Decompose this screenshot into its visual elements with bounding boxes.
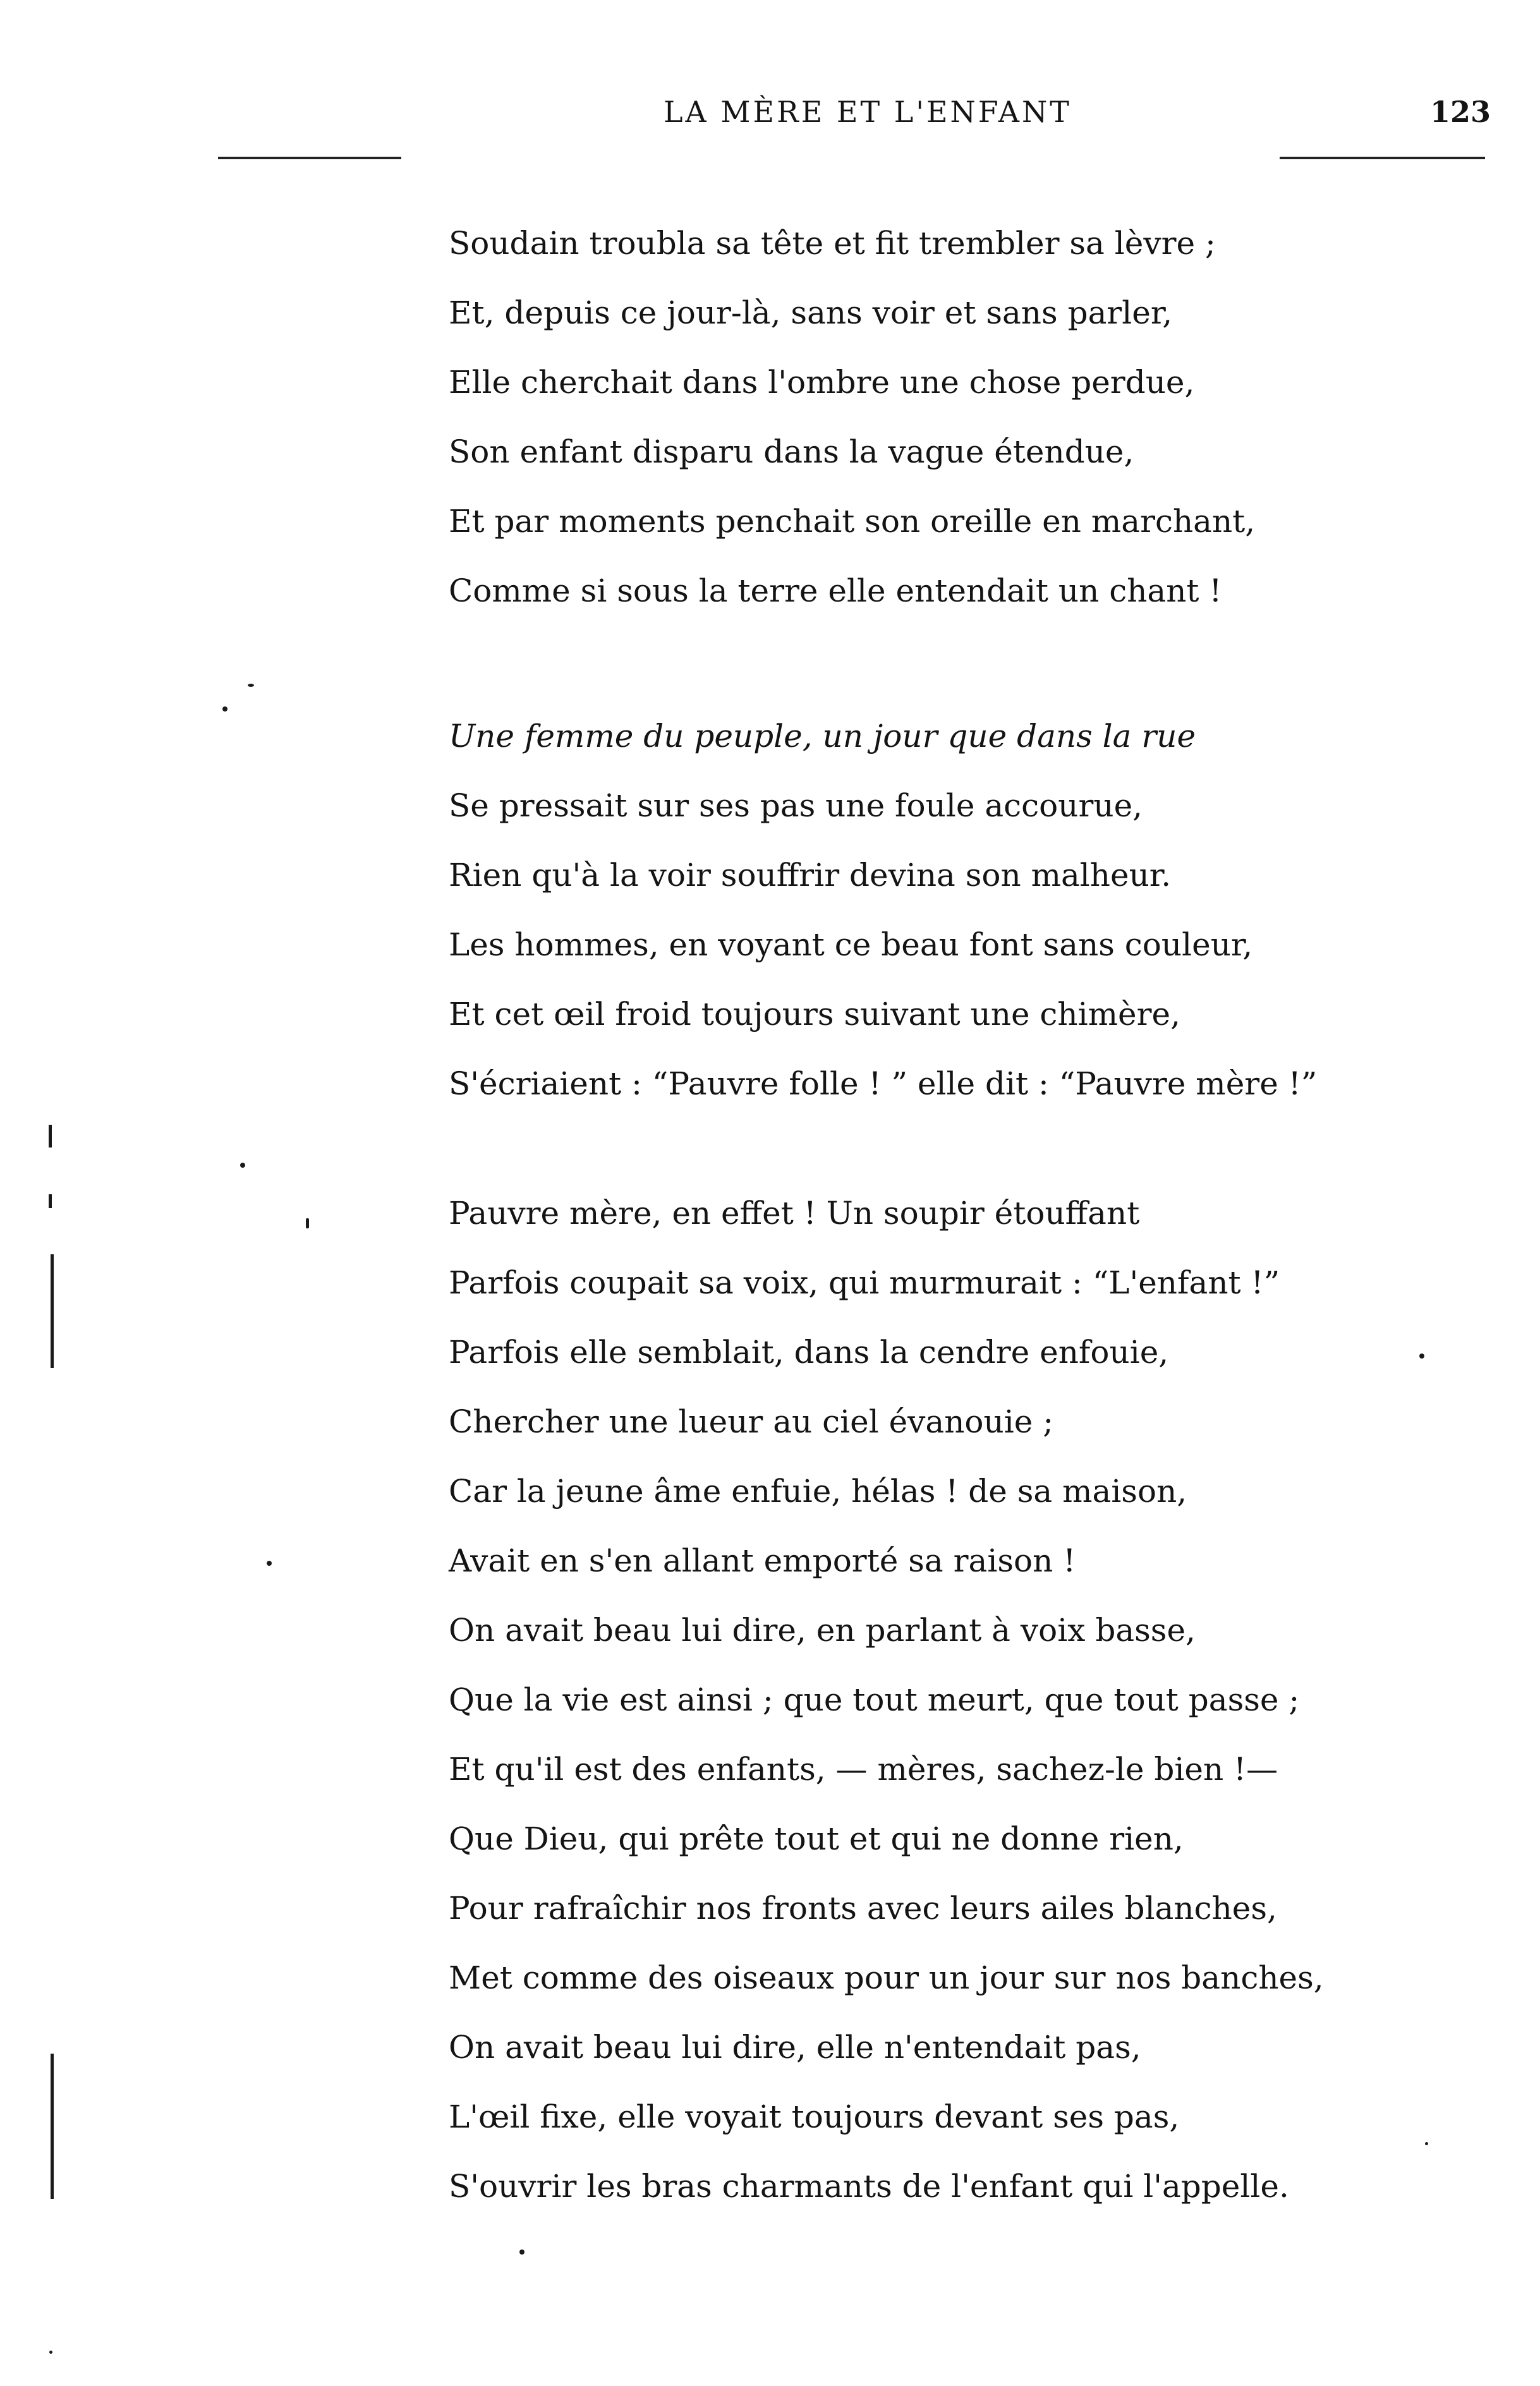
verse-line: Car la jeune âme enfuie, hélas ! de sa maison, [449, 1473, 1187, 1510]
verse-line: Soudain troubla sa tête et fit trembler sa lèvre ; [449, 225, 1216, 262]
scan-speck [267, 1561, 272, 1566]
scan-speck [240, 1163, 245, 1168]
verse-line: Se pressait sur ses pas une foule accourue, [449, 787, 1143, 824]
verse-line: Parfois elle semblait, dans la cendre enfouie, [449, 1334, 1169, 1371]
margin-mark [51, 1254, 54, 1368]
verse-line: Que Dieu, qui prête tout et qui ne donne rien, [449, 1820, 1184, 1857]
margin-mark [51, 2054, 54, 2199]
verse-line: Pour rafraîchir nos fronts avec leurs ailes blanches, [449, 1890, 1277, 1927]
page-number: 123 [1430, 95, 1491, 129]
verse-line: Et qu'il est des enfants, — mères, sachez-le bien !— [449, 1751, 1278, 1788]
header-rule-left [218, 157, 401, 159]
scan-speck [519, 2250, 524, 2255]
verse-line: Et cet œil froid toujours suivant une chimère, [449, 996, 1181, 1033]
scan-speck [248, 684, 254, 687]
verse-line: L'œil fixe, elle voyait toujours devant ses pas, [449, 2098, 1180, 2135]
verse-line: Avait en s'en allant emporté sa raison ! [449, 1542, 1076, 1579]
scan-speck [1425, 2142, 1428, 2145]
verse-line: Son enfant disparu dans la vague étendue, [449, 433, 1134, 470]
verse-line: Chercher une lueur au ciel évanouie ; [449, 1403, 1054, 1440]
verse-line: S'ouvrir les bras charmants de l'enfant qui l'appelle. [449, 2168, 1289, 2205]
verse-line: Comme si sous la terre elle entendait un chant ! [449, 572, 1222, 609]
scan-speck [222, 706, 227, 712]
verse-line: Rien qu'à la voir souffrir devina son malheur. [449, 857, 1172, 893]
scan-speck [306, 1218, 309, 1228]
stanza-3 [449, 1178, 1324, 2221]
margin-mark [49, 1194, 52, 1208]
verse-line: Met comme des oiseaux pour un jour sur nos banches, [449, 1959, 1324, 1996]
margin-mark [49, 1125, 52, 1148]
scan-speck [49, 2351, 52, 2354]
verse-line: Et, depuis ce jour-là, sans voir et sans parler, [449, 294, 1173, 331]
verse-line: Une femme du peuple, un jour que dans la rue [449, 718, 1196, 754]
verse-line: Pauvre mère, en effet ! Un soupir étouffant [449, 1195, 1140, 1232]
verse-line: Elle cherchait dans l'ombre une chose perdue, [449, 364, 1195, 401]
header-rule-right [1280, 157, 1485, 159]
verse-line: On avait beau lui dire, elle n'entendait pas, [449, 2029, 1141, 2066]
verse-line: On avait beau lui dire, en parlant à voix basse, [449, 1612, 1196, 1649]
verse-line: Et par moments penchait son oreille en marchant, [449, 503, 1256, 540]
stanza-2 [449, 701, 1317, 1118]
verse-line: Parfois coupait sa voix, qui murmurait : “L'enfant !” [449, 1264, 1280, 1301]
page-header [0, 95, 1540, 145]
scan-speck [1419, 1353, 1424, 1359]
running-title: LA MÈRE ET L'ENFANT [664, 95, 1072, 129]
verse-line: S'écriaient : “Pauvre folle ! ” elle dit : “Pauvre mère !” [449, 1065, 1318, 1102]
verse-line: Que la vie est ainsi ; que tout meurt, que tout passe ; [449, 1681, 1300, 1718]
stanza-1 [449, 209, 1255, 626]
verse-line: Les hommes, en voyant ce beau font sans couleur, [449, 926, 1253, 963]
